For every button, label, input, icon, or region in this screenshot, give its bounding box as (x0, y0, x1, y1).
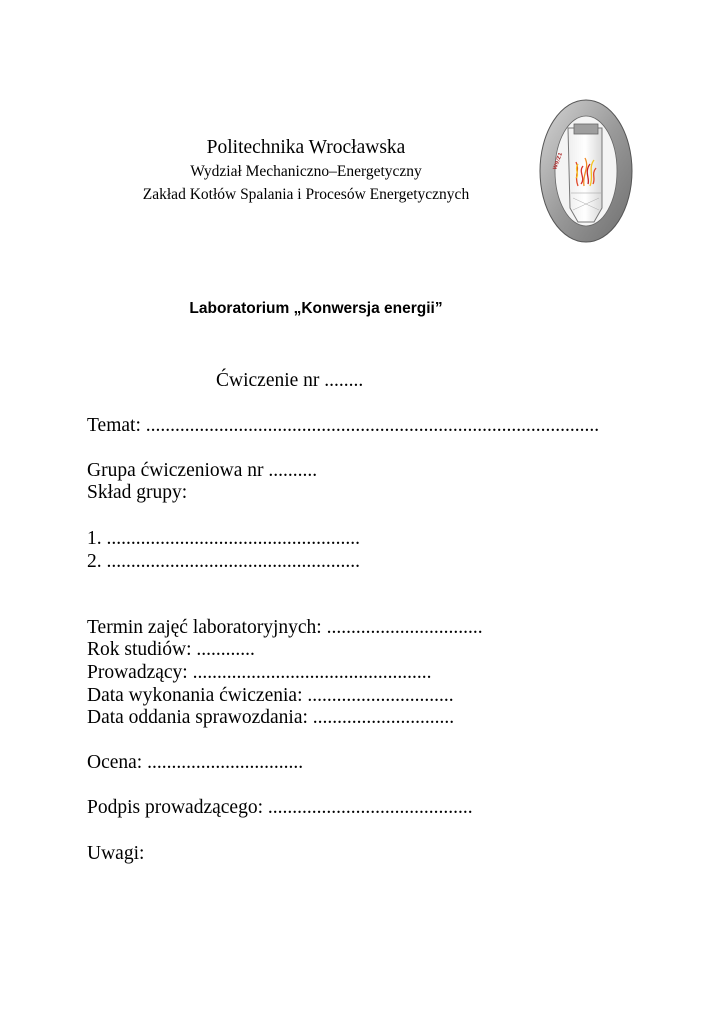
remarks-label: Uwagi: (87, 843, 145, 864)
group-member-2: 2. .................................................... (87, 551, 360, 572)
department-name: Zakład Kotłów Spalania i Procesów Energetycznych (142, 186, 470, 203)
exercise-date-field: Data wykonania ćwiczenia: .............................. (87, 685, 454, 706)
instructor-signature-field: Podpis prowadzącego: .......................................... (87, 797, 473, 818)
study-year-field: Rok studiów: ............ (87, 639, 255, 660)
lab-title: Laboratorium „Konwersja energii” (189, 300, 443, 317)
grade-field: Ocena: ................................ (87, 752, 304, 773)
topic-field: Temat: ............................................................................................. (87, 415, 600, 436)
group-member-1: 1. .................................................... (87, 528, 360, 549)
university-name: Politechnika Wrocławska (206, 137, 406, 158)
submission-date-field: Data oddania sprawozdania: ............................. (87, 707, 455, 728)
group-number-field: Grupa ćwiczeniowa nr .......... (87, 460, 318, 481)
instructor-field: Prowadzący: ................................................. (87, 662, 432, 683)
group-composition-label: Skład grupy: (87, 482, 188, 503)
faculty-name: Wydział Mechaniczno–Energetyczny (190, 163, 422, 180)
department-logo (538, 98, 634, 244)
exercise-number: Ćwiczenie nr ........ (216, 370, 364, 391)
logo-ring-text: W9/Z1 (552, 151, 565, 171)
lab-term-field: Termin zajęć laboratoryjnych: ................................ (87, 617, 483, 638)
